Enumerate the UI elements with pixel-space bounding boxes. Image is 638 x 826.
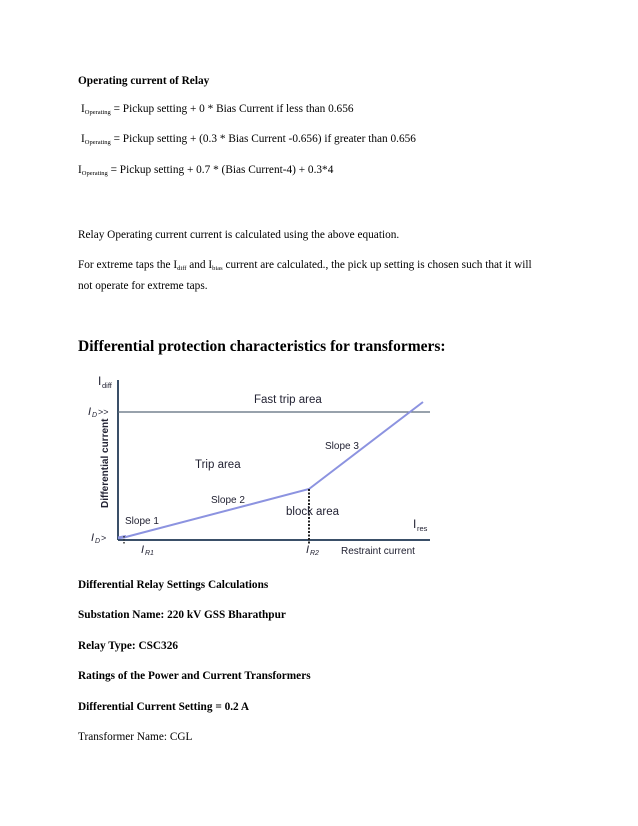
slope-3-label: Slope 3 — [325, 441, 359, 452]
x-axis-subscript: res — [417, 524, 428, 533]
id-high-subscript: D — [92, 412, 98, 419]
idiff-subscript: diff — [177, 265, 187, 272]
equation-3 — [78, 165, 333, 176]
paragraph-3: not operate for extreme taps. — [78, 280, 208, 292]
ir1-symbol: I — [141, 544, 145, 556]
id-low-subscript: D — [95, 538, 101, 545]
substation-name: Substation Name: 220 kV GSS Bharathpur — [78, 609, 286, 621]
ratings-heading: Ratings of the Power and Current Transformers — [78, 670, 311, 682]
paragraph-2-part-b: and I — [186, 259, 213, 271]
ir1-subscript: R1 — [145, 550, 154, 557]
y-axis-subscript: diff — [102, 381, 112, 390]
equation-1-subscript: Operating — [84, 109, 111, 116]
paragraph-2-part-c: current are calculated., the pick up setting is chosen such that it will — [222, 259, 532, 271]
relay-type: Relay Type: CSC326 — [78, 640, 179, 652]
paragraph-2 — [78, 260, 532, 271]
id-low-symbol: I — [91, 532, 95, 544]
ir2-symbol: I — [306, 544, 310, 556]
equation-3-symbol: I — [78, 164, 82, 176]
fast-trip-label: Fast trip area — [254, 394, 322, 406]
id-low-suffix: > — [101, 533, 107, 543]
section-heading: Differential protection characteristics for transformers: — [78, 338, 446, 355]
operating-characteristic-line — [118, 402, 423, 538]
slope-2-label: Slope 2 — [211, 495, 245, 506]
equation-3-subscript: Operating — [81, 170, 108, 177]
equation-3-text: = Pickup setting + 0.7 * (Bias Current-4) + 0.3*4 — [107, 164, 334, 176]
block-area-label: block area — [286, 506, 340, 518]
paragraph-2-part-a: For extreme taps the I — [78, 259, 178, 271]
equation-1 — [81, 104, 354, 115]
id-high-symbol: I — [88, 406, 92, 418]
settings-calc-title: Differential Relay Settings Calculations — [78, 579, 269, 591]
differential-current-setting: Differential Current Setting = 0.2 A — [78, 701, 250, 713]
equation-1-text: = Pickup setting + 0 * Bias Current if less than 0.656 — [110, 103, 354, 115]
trip-area-label: Trip area — [195, 459, 241, 471]
y-axis-symbol: I — [98, 374, 102, 388]
x-axis-title: Restraint current — [341, 546, 415, 557]
equation-1-symbol: I — [81, 103, 85, 115]
ibias-subscript: bias — [212, 265, 223, 272]
x-axis-symbol: I — [413, 517, 417, 531]
paragraph-1: Relay Operating current current is calculated using the above equation. — [78, 229, 400, 241]
y-axis-title: Differential current — [100, 418, 111, 508]
slope-1-label: Slope 1 — [125, 516, 159, 527]
equation-2-symbol: I — [81, 133, 85, 145]
differential-characteristic-diagram — [78, 368, 448, 558]
equation-2-subscript: Operating — [84, 139, 111, 146]
equation-2 — [81, 134, 416, 145]
transformer-name: Transformer Name: CGL — [78, 731, 193, 743]
equation-2-text: = Pickup setting + (0.3 * Bias Current -0.656) if greater than 0.656 — [110, 133, 416, 145]
operating-current-title: Operating current of Relay — [78, 75, 210, 87]
ir2-subscript: R2 — [310, 550, 319, 557]
id-high-suffix: >> — [98, 407, 109, 417]
